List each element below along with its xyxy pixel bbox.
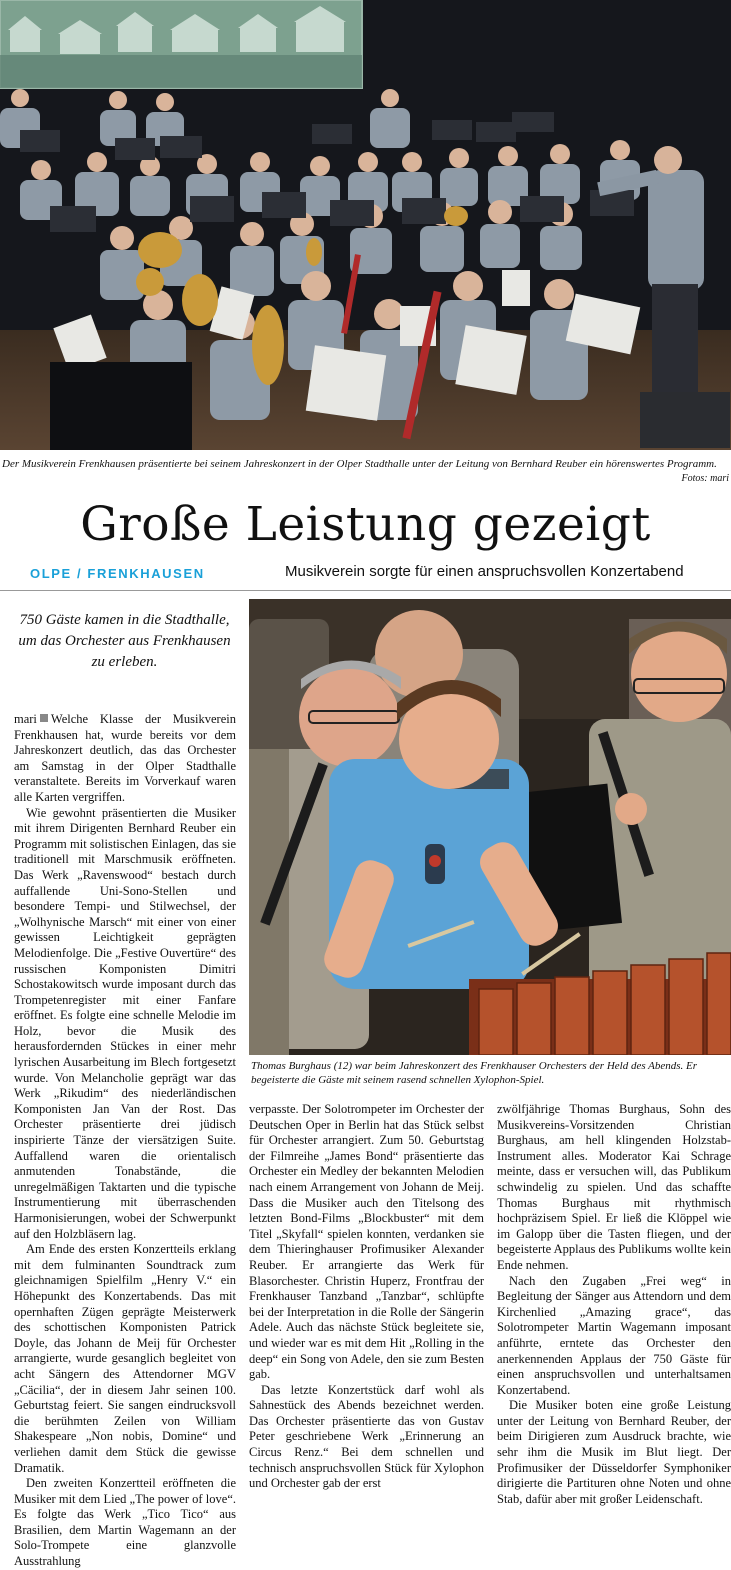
- location-kicker: OLPE / FRENKHAUSEN: [30, 566, 205, 581]
- paragraph: Das letzte Konzertstück darf wohl als Sahnestück des Abends bezeichnet werden. Das Orchester präsentierte das von Gustav Peter geschriebene Werk „Erinnerung an Circus Renz.“ Bei dem schnellen und technisch anspruchsvollen Stück für Xylophon und Orchester gab der erst: [249, 1382, 484, 1491]
- byline-square-icon: [40, 714, 48, 722]
- article-headline: Große Leistung gezeigt: [80, 497, 651, 552]
- article-column-1: [14, 712, 236, 1570]
- article-column-3: [497, 1102, 731, 1507]
- inline-photo-caption: Thomas Burghaus (12) war beim Jahreskonzert des Frenkhauser Orchesters der Held des Abends. Er begeisterte die Gäste mit seinem rasend schnellen Xylophon-Spiel.: [251, 1060, 698, 1086]
- orchestra-illustration: [0, 0, 731, 450]
- article-lead: 750 Gäste kamen in die Stadthalle, um das Orchester aus Frenkhausen zu erleben.: [18, 612, 231, 670]
- xylophone-photo: [249, 599, 731, 1055]
- paragraph: verpasste. Der Solotrompeter im Orchester der Deutschen Oper in Berlin hat das Stück selbst für Orchester arrangiert. Zum 50. Geburtstag der Filmreihe „James Bond“ präsentierte das Orchester ein Medley der bekannten Melodien nach einem Arrangement von Johann de Meij. Dass die Musiker auch den Titelsong des letzten Bond-Films „Blockbuster“ mit dem Titel „Skyfall“ spielen konnten, verdanken sie dem Thieringhauser Profimusiker Alexander Reuber. Er arrangierte das Werk für Blasorchester. Christin Huperz, Frontfrau der Frenkhauser Tanzband „Tanzbar“, schlüpfte bei der Interpretation in die Rolle der Sängerin Adele. Auch das nächste Stück begleitete sie, und wieder war es mit dem Hit „Rolling in the deep“ ein Song von Adele, den sie zum Besten gab.: [249, 1102, 484, 1382]
- top-photo-caption: Der Musikverein Frenkhausen präsentierte bei seinem Jahreskonzert in der Olper Stadthalle unter der Leitung von Bernhard Reuber ein hörenswertes Programm.: [2, 458, 717, 470]
- divider: [0, 590, 731, 591]
- orchestra-photo: [0, 0, 731, 450]
- paragraph: zwölfjährige Thomas Burghaus, Sohn des Musikvereins-Vorsitzenden Christian Burghaus, am hell klingenden Holzstab-Instrument alles. Moderator Kai Schrage meinte, dass er versuchen will, das Publikum schwindelig zu spielen. Und das schaffte Thomas Burghaus mit rhythmisch hochpräzisem Spiel. Er ließ die Klöppel wie im Galopp über die Tasten fliegen, und der begeisterte Applaus des Publikums wollte kein Ende nehmen.: [497, 1102, 731, 1272]
- paragraph: mari Welche Klasse der Musikverein Frenkhausen hat, wurde bereits vor dem Jahreskonzert deutlich, das das Orchester am Samstag in der Olper Stadthalle veranstaltete. Bereits im Vorverkauf waren alle Karten vergriffen.: [14, 712, 236, 804]
- paragraph: Die Musiker boten eine große Leistung unter der Leitung von Bernhard Reuber, der beim Dirigieren zum Ausdruck brachte, wie sehr ihm die Musik im Blut liegt. Der Profimusiker der Düsseldorfer Symphoniker dirigierte die Partituren ohne Noten und ohne Stab, dafür aber mit großer Leidenschaft.: [497, 1398, 731, 1506]
- paragraph: Am Ende des ersten Konzertteils erklang mit dem fulminanten Soundtrack zum gleichnamigen Spielfilm „Henry V.“ ein Höhepunkt des Konzertabends. Das mit opernhaften Zügen geprägte Meisterwerk des schottischen Komponisten Patrick Doyle, das Johann de Meij für Orchester arrangierte, wurde gesanglich begleitet von acht Sängern des Attendorner MGV „Cäcilia“, der in diesem Jahr seinen 100. Geburtstag feiert. Sie sangen eindrucksvoll die berühmten Zeilen von William Shakespeare „Non nobis, Domine“ und verliehen damit dem Stück die gewisse Dramatik.: [14, 1242, 236, 1475]
- article-subheadline: Musikverein sorgte für einen anspruchsvollen Konzertabend: [285, 563, 684, 580]
- article-column-2: [249, 1102, 484, 1492]
- paragraph: Den zweiten Konzertteil eröffneten die Musiker mit dem Lied „The power of love“. Es folgte das Werk „Tico Tico“ aus Brasilien, dem Martin Wagemann an der Solo-Trompete eine glanzvolle Ausstrahlung: [14, 1476, 236, 1569]
- paragraph: Nach den Zugaben „Frei weg“ in Begleitung der Sänger aus Attendorn und dem Kirchenlied „Amazing grace“, das Solotrompeter Martin Wagemann imposant anführte, erntete das Orchester den anerkennenden Applaus der 750 Gäste für einen anspruchsvollen und unterhaltsamen Konzertabend.: [497, 1273, 731, 1397]
- photo-credit: Fotos: mari: [681, 473, 729, 484]
- xylophone-illustration: [249, 599, 731, 1055]
- paragraph: Wie gewohnt präsentierten die Musiker mit ihrem Dirigenten Bernhard Reuber ein Programm mit solistischen Einlagen, das sie traditionell mit Marschmusik eröffneten. Das Werk „Ravenswood“ bestach durch auffallende Uni-Sono-Stellen und besondere Tempi- und Stilwechsel, der „Wolhynische Marsch“ mit einer von einer gewissen Leichtigkeit geprägten Melodienfolge. Die „Festive Ouvertüre“ des russischen Komponisten Dimitri Schostakowitsch wurde imposant durch das Trompetenregister mit einer Fanfare eröffnet. Es folgte eine schnelle Melodie im Holz, bevor die Musik des herausfordernden Stückes in einer mehr lyrischen Ausarbeitung im Blech fortgesetzt wurde. Von Melancholie geprägt war das Werk „Rikudim“ des niederländischen Komponisten Jan Van der Rost. Das Orchester präsentierte drei jüdisch inspirierte Tänze der viersätzigen Suite. Auffallend waren die orientalisch anmutenden Tonabstände, die unregelmäßigen Taktarten und die typische Instrumentierung mit überraschenden Harmonisierungen, wobei der Schwerpunkt auf den Holzbläsern lag.: [14, 805, 236, 1241]
- byline: mari: [14, 712, 37, 726]
